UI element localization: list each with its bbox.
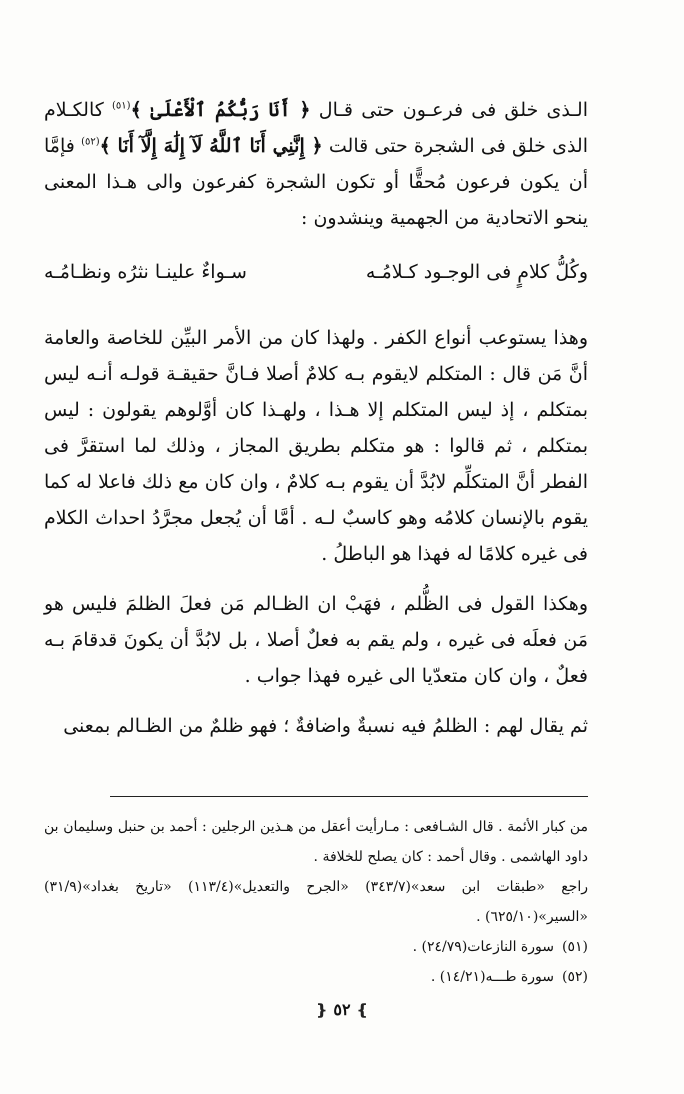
footnote-52	[44, 962, 588, 992]
text-segment: كالكـلام الذى خلق فى الشجرة حتى قالت	[44, 99, 588, 157]
page-number-value: ٥٢	[333, 1000, 351, 1019]
page-number	[0, 1000, 684, 1019]
text-segment: فإمَّا أن يكون فرعون مُحقًّا أو تكون الشجرة كفرعون والى هـذا المعنى ينحو الاتحادية من الجهمية وينشدون :	[44, 135, 588, 229]
footnote-continuation: من كبار الأئمة . قال الشـافعى : مـارأيت أعقل من هـذين الرجلين : أحمد بن حنبل وسليمان بن داود الهاشمى . وقال أحمد : كان يصلح للخلافة .	[44, 819, 588, 865]
footnote-references: راجع «طبقات ابن سعد»(٣٤٣/٧) «الجرح والتعديل»(١١٣/٤) «تاريخ بغداد»(٣١/٩) «السير»(٦٢٥/١٠) .	[44, 879, 588, 925]
footnote-ref-52[interactable]: (٥٢)	[81, 136, 100, 148]
footnote-number: (٥١)	[562, 939, 588, 955]
footnote-divider	[110, 796, 588, 797]
footnote-text: سورة طـــه(١٤/٢١) .	[430, 969, 554, 985]
paragraph-3: وهكذا القول فى الظُّلم ، فهَبْ ان الظـالم مَن فعلَ الظلمَ فليس هو مَن فعلَه فى غيره ، ولم يقم به فعلٌ أصلا ، بل لابُدَّ أن يكونَ قدقامَ بـه فعلٌ ، وان كان متعدّيا الى غيره فهذا جواب .	[44, 593, 588, 687]
paragraph-4: ثم يقال لهم : الظلمُ فيه نسبةٌ واضافةٌ ؛ فهو ظلمٌ من الظـالم بمعنى	[63, 715, 588, 737]
ornament-bracket-icon: ❴	[315, 1001, 328, 1019]
ornament-bracket-icon: ❵	[356, 1001, 369, 1019]
footnote-number: (٥٢)	[562, 969, 588, 985]
paragraph-1	[44, 92, 588, 236]
main-text	[44, 92, 588, 744]
quran-quote-1: ﴿ أَنَا رَبُّكُمُ ٱلْأَعْلَىٰ ﴾	[130, 99, 311, 121]
footnote-text: سورة النازعات(٢٤/٧٩) .	[412, 939, 554, 955]
footnotes	[44, 812, 588, 992]
verse-hemistich-2: سـواءٌ علينـا نثرُه ونظـامُـه	[44, 261, 247, 283]
poetry-verse	[44, 254, 588, 290]
footnote-51	[44, 932, 588, 962]
footnote-ref-51[interactable]: (٥١)	[112, 100, 131, 112]
verse-hemistich-1: وكُلُّ كلامٍ فى الوجـود كـلامُـه	[365, 261, 588, 283]
paragraph-2: وهذا يستوعب أنواع الكفر . ولهذا كان من الأمر البيِّن للخاصة والعامة أنَّ مَن قال : المتكلم لايقوم بـه كلامٌ أصلا فـانَّ حقيقـة قولـه أنـه ليس بمتكلم ، إذ ليس المتكلم إلا هـذا ، ولهـذا كان أوَّلوهم يقولون : ليس بمتكلم ، ثم قالوا : هو متكلم بطريق المجاز ، وذلك لما استقرَّ فى الفطر أنَّ المتكلِّم لابُدَّ أن يقوم بـه كلامٌ ، وان كان مع ذلك فاعلا له كما يقوم بالإنسان كلامُه وهو كاسبٌ لـه . أمَّا أن يُجعل مجرَّدُ احداث الكلام فى غيره كلامًا له فهذا هو الباطلُ .	[44, 327, 588, 565]
quran-quote-2: ﴿ إِنَّنِي أَنَا ٱللَّهُ لَآ إِلَٰهَ إِلَّآ أَنَا ﴾	[99, 135, 323, 157]
text-segment: الـذى خلق فى فرعـون حتى قـال	[310, 99, 588, 121]
